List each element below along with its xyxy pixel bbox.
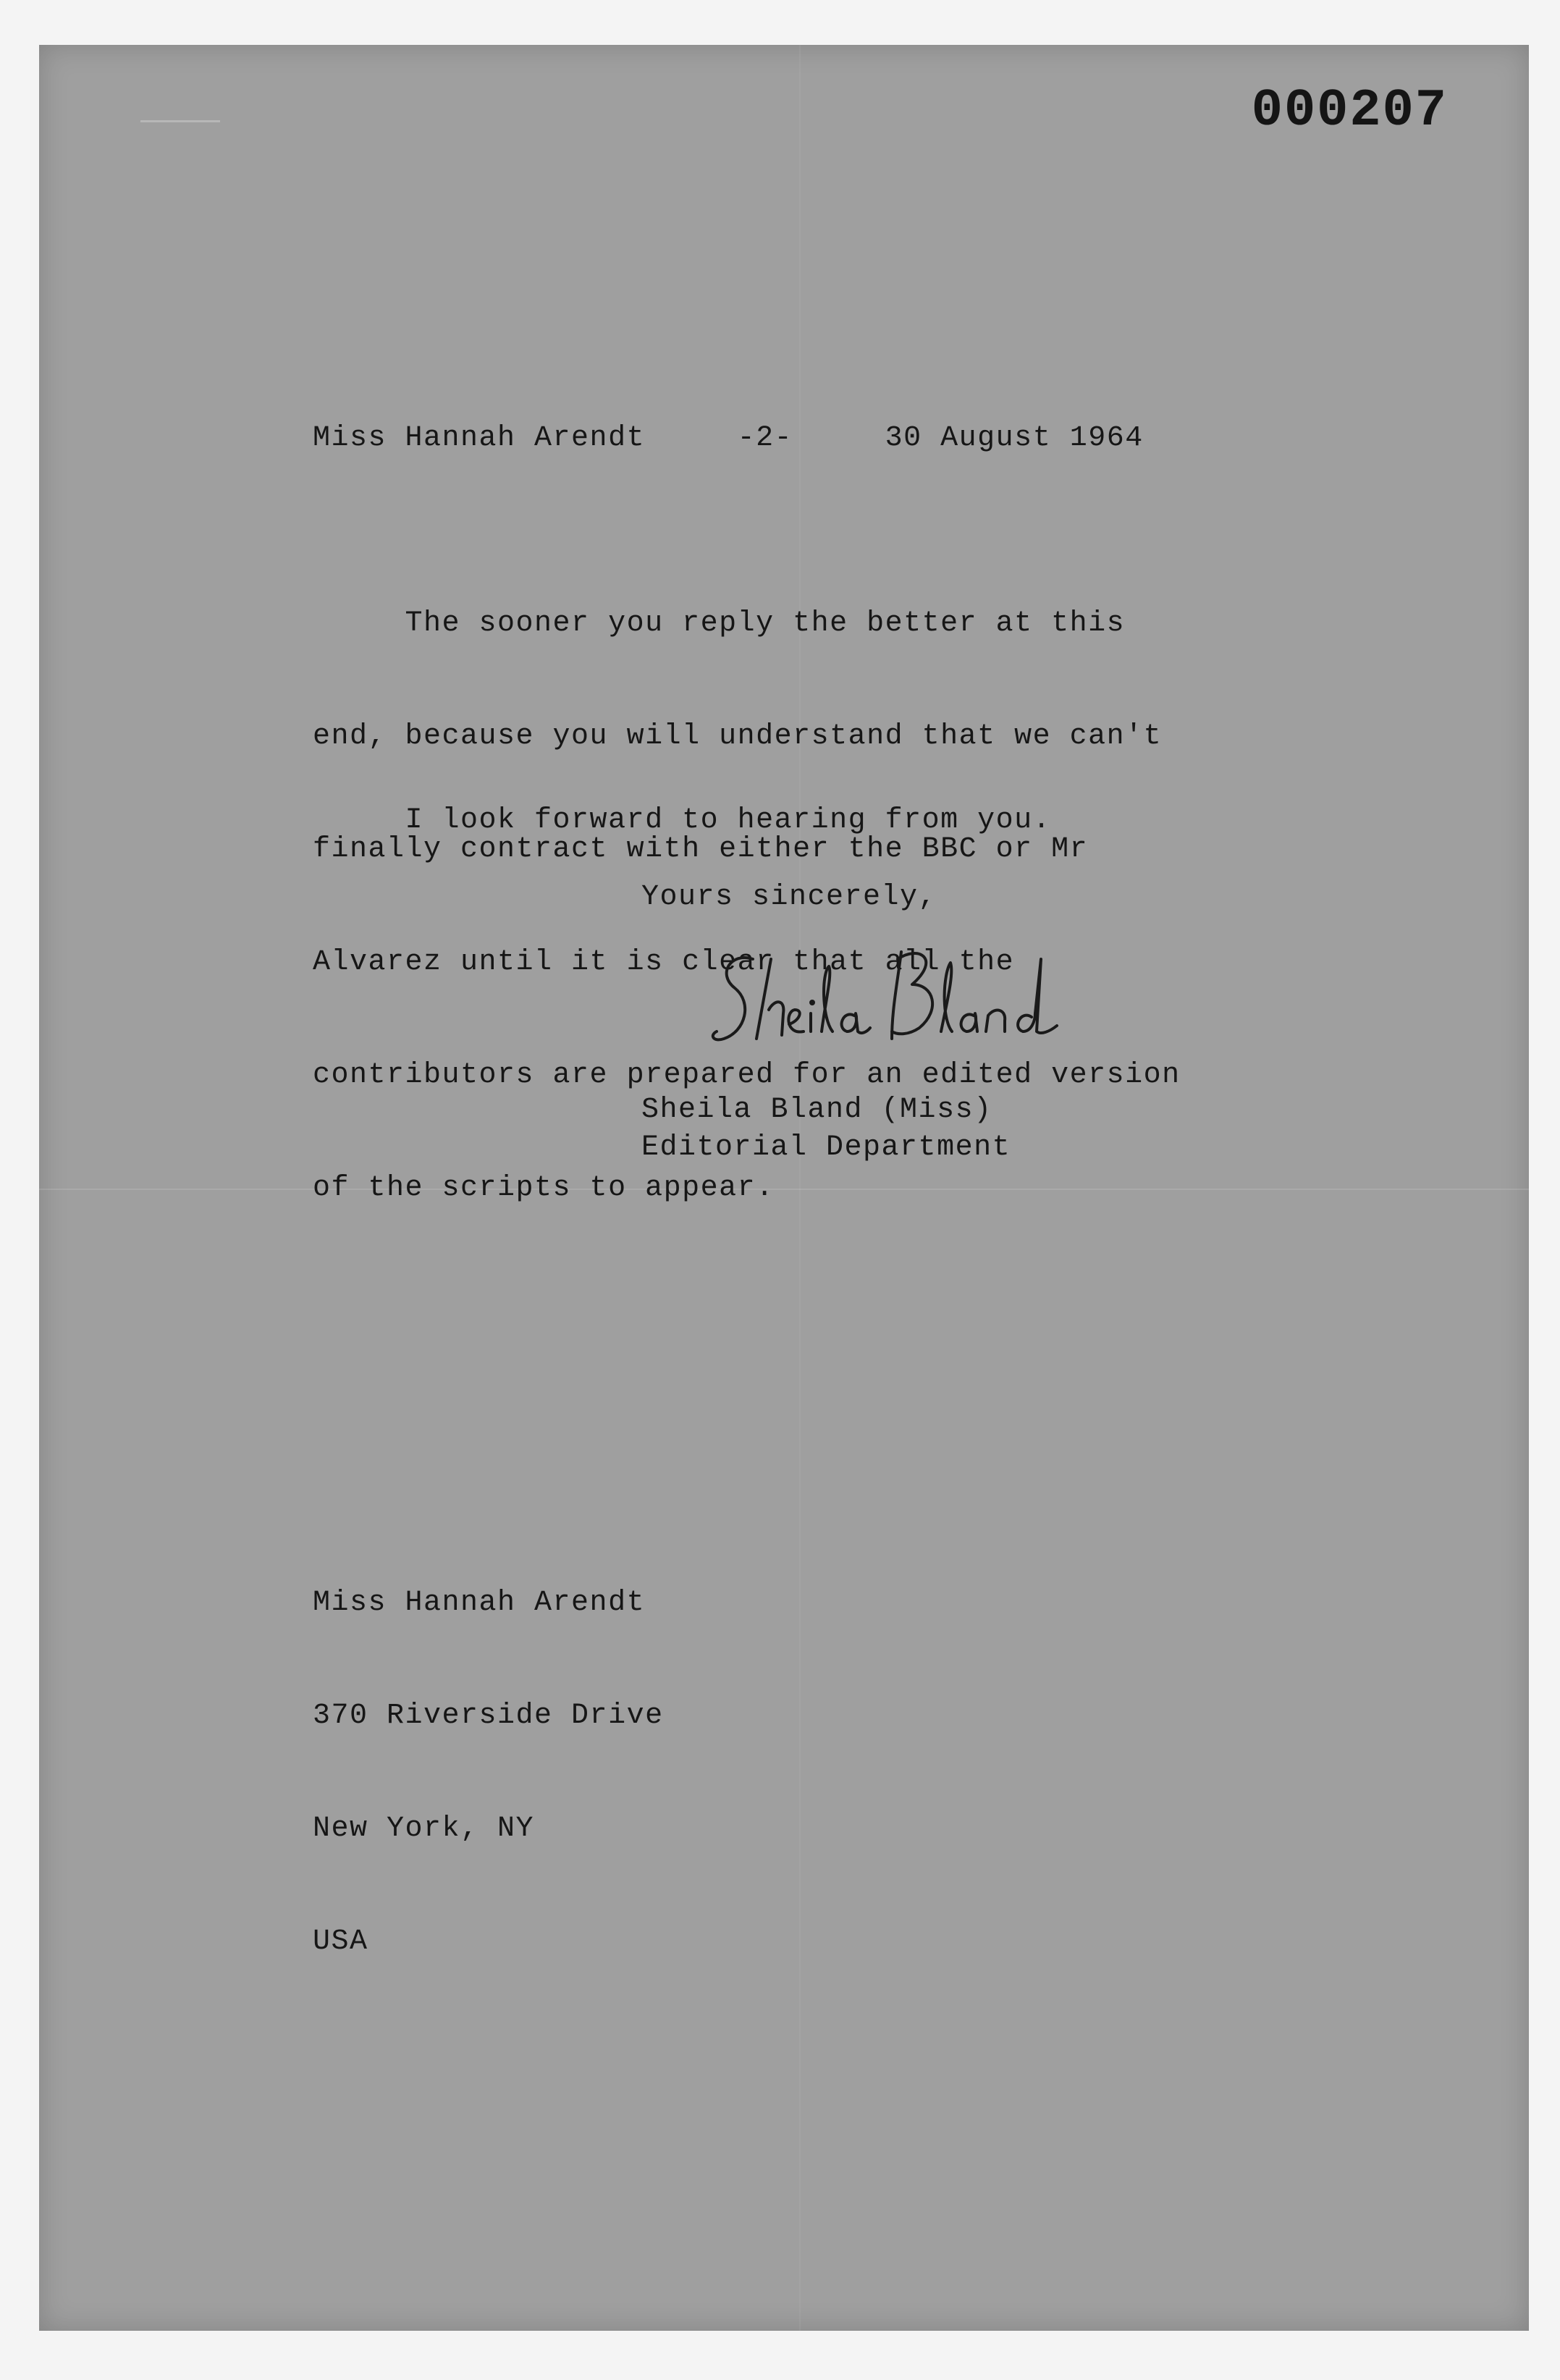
address-line: 370 Riverside Drive	[313, 1700, 664, 1732]
header-page-marker: -2-	[737, 422, 793, 455]
paragraph-line: end, because you will understand that we can't	[313, 720, 1163, 753]
paper-mark	[140, 120, 220, 122]
paragraph-line: The sooner you reply the better at this	[313, 607, 1126, 640]
letter-header	[313, 420, 1144, 457]
recipient-address	[313, 1509, 664, 1999]
address-line: Miss Hannah Arendt	[313, 1587, 646, 1619]
signatory-department: Editorial Department	[641, 1131, 1011, 1164]
closing-sentence: I look forward to hearing from you.	[313, 804, 1052, 837]
paragraph-line: of the scripts to appear.	[313, 1172, 775, 1204]
handwritten-signature	[702, 930, 1079, 1075]
header-date: 30 August 1964	[885, 422, 1144, 455]
signatory-name: Sheila Bland (Miss)	[641, 1094, 992, 1126]
header-recipient: Miss Hannah Arendt	[313, 422, 646, 455]
valediction: Yours sincerely,	[641, 881, 937, 913]
address-line: New York, NY	[313, 1813, 535, 1845]
paragraph-line: Alvarez until it is clear that all the	[313, 946, 1015, 979]
paragraph-line: contributors are prepared for an edited version	[313, 1059, 1181, 1092]
paragraph-line: finally contract with either the BBC or Mr	[313, 833, 1089, 866]
address-line: USA	[313, 1925, 368, 1958]
archive-number-stamp: 000207	[1251, 81, 1448, 140]
